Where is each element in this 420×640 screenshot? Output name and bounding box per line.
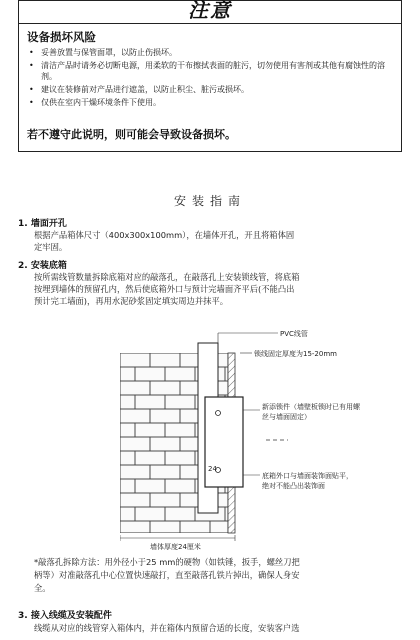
notice-header xyxy=(19,1,401,24)
notice-bullet-list xyxy=(27,47,391,110)
notice-title: 注意 xyxy=(188,0,232,22)
step3-title: 3. 接入线缆及安装配件 xyxy=(18,611,112,621)
label-flush: 底箱外口与墙面装饰面贴平， xyxy=(262,472,353,480)
junction-box xyxy=(205,397,243,487)
notice-bullet: • 仅供在室内干燥环境条件下使用。 xyxy=(27,97,391,108)
notice-bullet: • 建议在装修前对产品进行遮盖，以防止积尘、脏污或损坏。 xyxy=(27,84,391,95)
footnote-line: 柄等）对准敲落孔中心位置快速敲打，直至敲落孔铁片掉出，确保人身安 xyxy=(34,570,300,580)
label-wall-thickness: 墙体厚度24厘米 xyxy=(150,543,201,550)
label-size: 24 xyxy=(208,465,217,473)
step3-line: 线缆从对应的线管穿入箱体内，并在箱体内预留合适的长度，安装客户选 xyxy=(34,623,300,633)
notice-bullet: • 清洁产品时请务必切断电源，用柔软的干布擦拭表面的脏污，切勿使用有害剂或其他有腐蚀性的溶剂。 xyxy=(27,60,391,82)
risk-title: 设备损坏风险 xyxy=(27,30,96,44)
step1-title: 1. 墙面开孔 xyxy=(18,219,67,229)
step2-line: 预计完工墙面)，再用水泥砂浆固定填实周边并抹平。 xyxy=(34,296,229,306)
knockout-footnote xyxy=(34,556,406,595)
label-pvc-conduit: PVC线管 xyxy=(280,330,308,338)
step2-line: 按埋到墙体的预留孔内，然后使底箱外口与预计完墙面齐平后(不能凸出 xyxy=(34,284,295,294)
step2-body xyxy=(34,271,402,307)
step2-line: 按所需线管数量拆除底箱对应的敲落孔，在敲落孔上安装锁线管，将底箱 xyxy=(34,272,300,282)
wall-installation-diagram xyxy=(120,325,390,550)
step3-body xyxy=(34,622,402,634)
step1-line: 根据产品箱体尺寸（400x300x100mm），在墙体开孔，开且将箱体固 xyxy=(34,230,295,240)
label-wall-lock: 丝与墙面固定） xyxy=(262,413,311,421)
notice-consequence: 若不遵守此说明，则可能会导致设备损坏。 xyxy=(27,128,236,141)
footnote-line: *敲落孔拆除方法：用外径小于25 mm的硬物（如铁锤，扳手，螺丝刀把 xyxy=(34,557,300,567)
step1-body xyxy=(34,229,402,253)
label-lock-thickness: 锁线固定厚度为15-20mm xyxy=(254,350,337,358)
step1-line: 定牢固。 xyxy=(34,242,68,252)
footnote-line: 全。 xyxy=(34,583,51,593)
warning-notice-box xyxy=(18,0,402,152)
label-wall-lock: 新添锁件（墙壁板锁时已有用螺 xyxy=(262,403,360,411)
label-flush: 绝对不能凸出装饰面 xyxy=(262,482,325,490)
step2-title: 2. 安装底箱 xyxy=(18,261,67,271)
guide-title: 安装指南 xyxy=(173,194,246,208)
notice-bullet: • 妥善放置与保管面罩，以防止伤损坏。 xyxy=(27,47,391,58)
